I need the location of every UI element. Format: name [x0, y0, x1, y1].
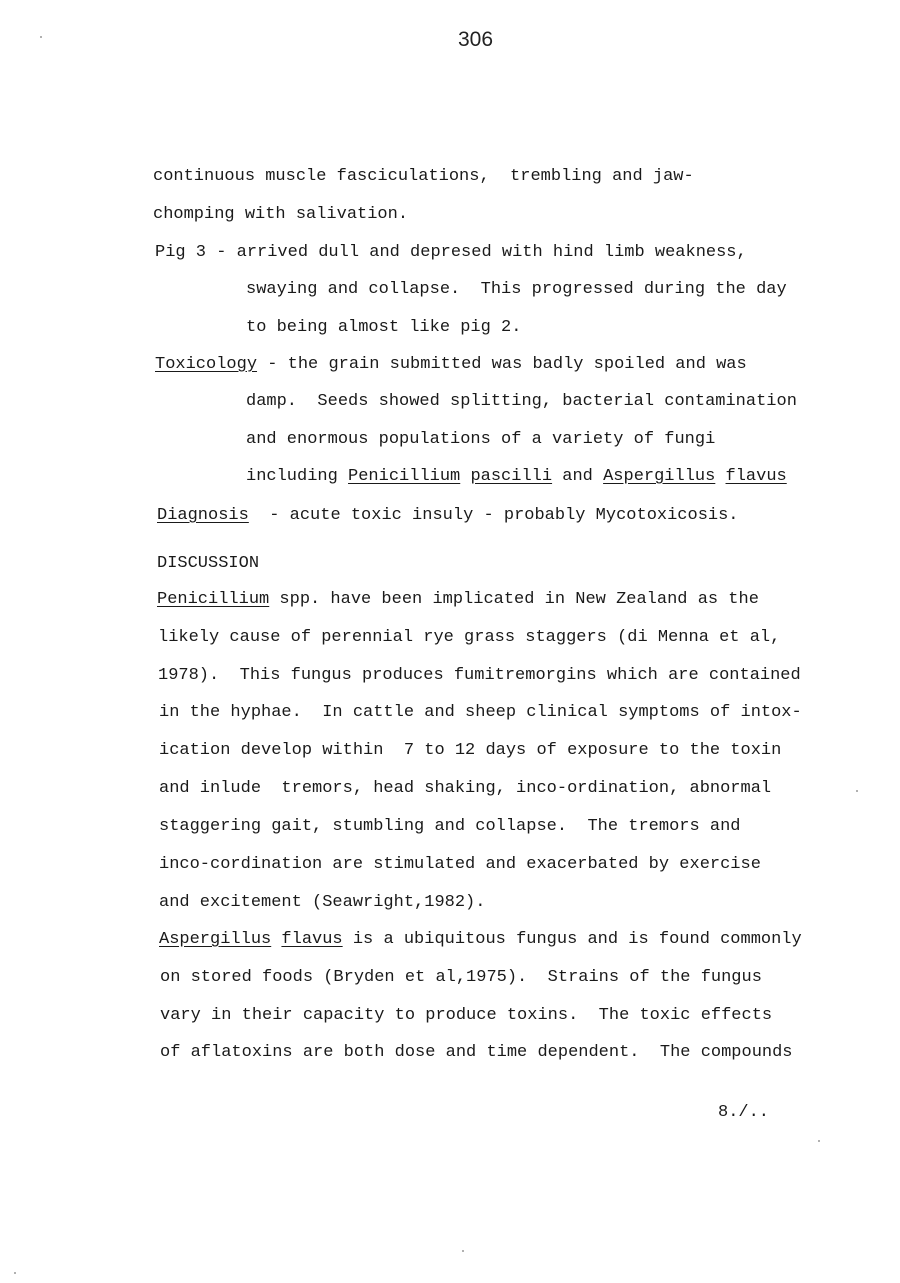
discussion-p1-line-9: and excitement (Seawright,1982).	[159, 893, 486, 912]
fungus2-genus: Aspergillus	[603, 467, 716, 486]
discussion-p1-line-3: 1978). This fungus produces fumitremorgins which are contained	[158, 666, 801, 685]
p1-genus: Penicillium	[157, 590, 270, 609]
toxicology-line-1: - the grain submitted was badly spoiled and was	[257, 355, 747, 374]
pig3-label: Pig 3	[155, 243, 207, 262]
scan-speck	[856, 790, 858, 792]
continuation-marker: 8./..	[718, 1103, 770, 1122]
diagnosis-entry	[157, 506, 739, 526]
pig3-line-2: swaying and collapse. This progressed during the day	[246, 280, 787, 299]
discussion-p1-line-7: staggering gait, stumbling and collapse. The tremors and	[159, 817, 741, 836]
page-number: 306	[458, 28, 494, 51]
intro-line-1: continuous muscle fasciculations, trembling and jaw-	[153, 167, 694, 186]
fungus2-species: flavus	[725, 467, 787, 486]
discussion-p1-line-4: in the hyphae. In cattle and sheep clinical symptoms of intox-	[159, 703, 802, 722]
diagnosis-label: Diagnosis	[157, 506, 249, 525]
toxicology-line-3: and enormous populations of a variety of fungi	[246, 430, 716, 449]
p2-line-1-rest: is a ubiquitous fungus and is found commonly	[342, 930, 802, 949]
fungus1-genus: Penicillium	[348, 467, 461, 486]
p2-genus: Aspergillus	[159, 930, 272, 949]
diagnosis-text: - acute toxic insuly - probably Mycotoxicosis.	[248, 506, 739, 525]
discussion-p1-line-5: ication develop within 7 to 12 days of exposure to the toxin	[159, 741, 782, 760]
toxicology-entry	[155, 355, 747, 375]
discussion-p2-line-4: of aflatoxins are both dose and time dependent. The compounds	[160, 1043, 793, 1062]
p2-species: flavus	[281, 930, 343, 949]
toxicology-line-2: damp. Seeds showed splitting, bacterial contamination	[246, 392, 797, 411]
pig3-line-1: - arrived dull and depresed with hind limb weakness,	[206, 243, 747, 262]
scan-speck	[462, 1250, 464, 1252]
intro-line-2: chomping with salivation.	[153, 205, 409, 224]
discussion-heading: DISCUSSION	[157, 554, 260, 573]
toxicology-line-4-prefix: including	[246, 467, 349, 486]
conjunction: and	[552, 467, 604, 486]
discussion-p1-line-8: inco-cordination are stimulated and exacerbated by exercise	[159, 855, 761, 874]
p1-line-1-rest: spp. have been implicated in New Zealand as the	[269, 590, 759, 609]
discussion-p2-line-2: on stored foods (Bryden et al,1975). Strains of the fungus	[160, 968, 762, 987]
discussion-p2-line-1	[159, 930, 802, 950]
discussion-p1-line-1	[157, 590, 759, 610]
fungus1-species: pascilli	[470, 467, 553, 486]
scan-speck	[40, 36, 42, 38]
discussion-p1-line-2: likely cause of perennial rye grass staggers (di Menna et al,	[158, 628, 781, 647]
discussion-p2-line-3: vary in their capacity to produce toxins. The toxic effects	[160, 1006, 773, 1025]
pig3-line-3: to being almost like pig 2.	[246, 318, 522, 337]
discussion-p1-line-6: and inlude tremors, head shaking, inco-ordination, abnormal	[159, 779, 772, 798]
pig3-entry	[155, 243, 747, 263]
scan-speck	[818, 1140, 820, 1142]
toxicology-label: Toxicology	[155, 355, 258, 374]
scan-speck	[14, 1272, 16, 1274]
toxicology-line-4	[246, 467, 787, 487]
